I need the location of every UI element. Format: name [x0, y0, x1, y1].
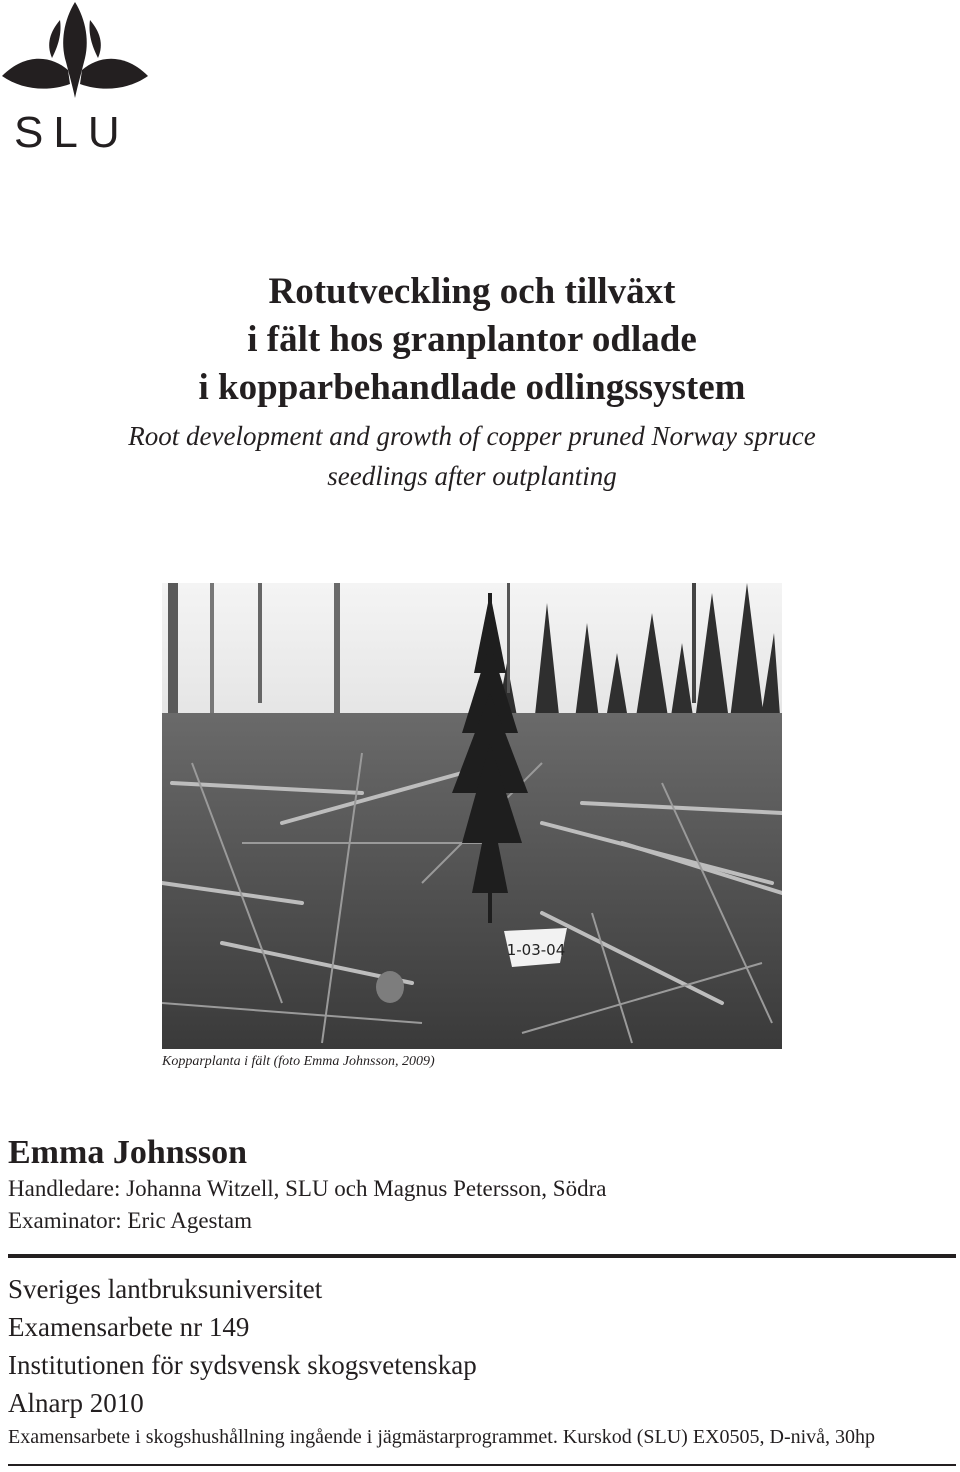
title-line-2: i fält hos granplantor odlade — [247, 319, 697, 360]
divider-rule — [8, 1254, 956, 1258]
slu-plant-logo-icon — [0, 0, 150, 110]
slu-logo-text: SLU — [14, 108, 130, 157]
bottom-rule — [8, 1464, 956, 1466]
seedling-label: 1-03-04 — [506, 941, 566, 959]
place-year: Alnarp 2010 — [8, 1388, 144, 1418]
photo-caption: Kopparplanta i fält (foto Emma Johnsson, 2009) — [162, 1054, 435, 1069]
title-line-3: i kopparbehandlade odlingssystem — [198, 367, 746, 408]
subtitle-line-1: Root development and growth of copper pruned Norway spruce — [128, 421, 816, 451]
slu-logo — [0, 0, 150, 160]
subtitle-line-2: seedlings after outplanting — [327, 461, 617, 491]
title-block — [0, 268, 944, 496]
author-name: Emma Johnsson — [8, 1134, 248, 1171]
department-name: Institutionen för sydsvensk skogsvetenskap — [8, 1350, 477, 1380]
university-name: Sveriges lantbruksuniversitet — [8, 1274, 323, 1304]
spruce-seedling-photo — [162, 583, 782, 1049]
thesis-number: Examensarbete nr 149 — [8, 1312, 250, 1342]
cover-photo — [162, 583, 782, 1049]
course-info: Examensarbete i skogshushållning ingående i jägmästarprogrammet. Kurskod (SLU) EX0505, D-nivå, 30hp — [8, 1426, 876, 1448]
english-subtitle — [0, 416, 944, 496]
title-line-1: Rotutveckling och tillväxt — [268, 271, 676, 312]
supervisor-line: Handledare: Johanna Witzell, SLU och Magnus Petersson, Södra — [8, 1176, 607, 1201]
examiner-line: Examinator: Eric Agestam — [8, 1208, 252, 1233]
